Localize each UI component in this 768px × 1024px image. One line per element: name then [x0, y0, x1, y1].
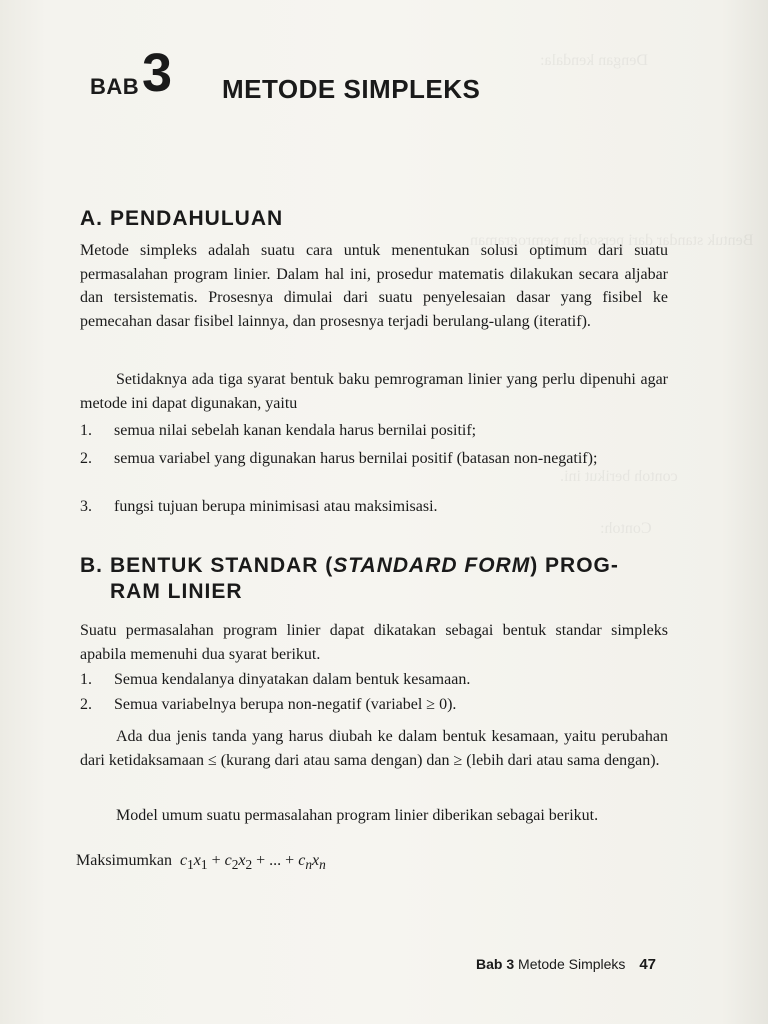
- list-item-number: 1.: [80, 671, 92, 688]
- footer-chapter: Bab 3: [476, 956, 515, 972]
- show-through-text: Contoh:: [600, 520, 652, 537]
- section-a-letter: A.: [80, 207, 103, 230]
- list-item-text: Semua kendalanya dinyatakan dalam bentuk kesamaan.: [114, 671, 471, 688]
- show-through-text: Bentuk standar dari persoalan pemrograman: [470, 232, 754, 249]
- footer-title: Metode Simpleks: [518, 956, 626, 972]
- section-a-title: PENDAHULUAN: [110, 207, 284, 230]
- running-footer: [476, 956, 656, 973]
- list-item-number: 2.: [80, 450, 92, 467]
- list-item-number: 2.: [80, 696, 92, 713]
- section-b-title-line2: RAM LINIER: [110, 580, 243, 603]
- show-through-text: Dengan kendala:: [540, 52, 648, 69]
- section-a-paragraph-2: Setidaknya ada tiga syarat bentuk baku pemrograman linier yang perlu dipenuhi agar metode ini dapat digunakan, yaitu: [80, 371, 668, 412]
- list-item-text: Semua variabelnya berupa non-negatif (variabel ≥ 0).: [114, 696, 457, 713]
- list-item-text: semua nilai sebelah kanan kendala harus bernilai positif;: [114, 422, 477, 439]
- section-a-heading: [80, 206, 283, 232]
- section-b-paragraph-1: Suatu permasalahan program linier dapat dikatakan sebagai bentuk standar simpleks apabila memenuhi dua syarat berikut.: [80, 622, 668, 663]
- chapter-label: BAB: [90, 74, 140, 99]
- list-item-text: fungsi tujuan berupa minimisasi atau maksimisasi.: [114, 498, 438, 515]
- show-through-text: contoh berikut ini.: [560, 468, 678, 485]
- section-b-title-italic: STANDARD FORM: [333, 554, 531, 577]
- formula-expression: $c_1x_1 + c_2x_2$ + ... + $c_nx_n$: [180, 852, 326, 873]
- section-b-title-part1: BENTUK STANDAR (: [110, 554, 334, 577]
- section-b-letter: B.: [80, 554, 103, 577]
- list-item-number: 1.: [80, 422, 92, 439]
- section-a-paragraph-1: Metode simpleks adalah suatu cara untuk menentukan solusi optimum dari suatu permasalahan program linier. Dalam hal ini, prosedur matematis dilakukan secara aljabar dan tersistematis. Prosesnya dimulai dari suatu penyelesaian dasar yang fisibel ke pemecahan dasar fisibel lainnya, dan prosesnya terjadi berulang-ulang (iteratif).: [80, 242, 668, 330]
- section-b-paragraph-2: Ada dua jenis tanda yang harus diubah ke dalam bentuk kesamaan, yaitu perubahan dari ketidaksamaan ≤ (kurang dari atau sama dengan) dan ≥ (lebih dari atau sama dengan).: [80, 728, 668, 769]
- list-item-number: 3.: [80, 498, 92, 515]
- list-item-text: semua variabel yang digunakan harus bernilai positif (batasan non-negatif);: [114, 450, 598, 467]
- objective-function: [76, 852, 326, 873]
- chapter-number: 3: [142, 43, 173, 103]
- section-b-title-part2: ) PROG-: [530, 554, 619, 577]
- formula-label: Maksimumkan: [76, 852, 172, 869]
- chapter-title: METODE SIMPLEKS: [222, 74, 481, 104]
- section-b-heading: [80, 553, 619, 605]
- section-b-paragraph-3: Model umum suatu permasalahan program linier diberikan sebagai berikut.: [116, 807, 599, 824]
- page-number: 47: [639, 956, 656, 973]
